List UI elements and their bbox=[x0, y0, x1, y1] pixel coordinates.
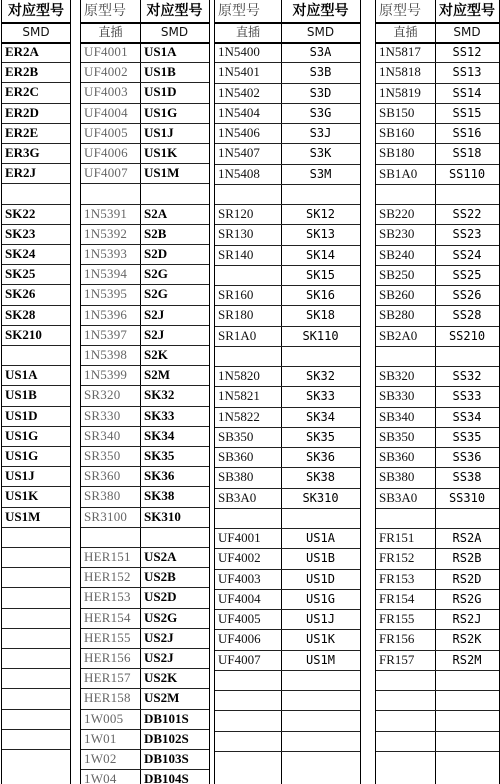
smd-part-cell: SK32 bbox=[306, 369, 335, 383]
original-part-cell: 1N5401 bbox=[218, 64, 260, 80]
smd-part-cell: US2G bbox=[144, 609, 178, 625]
part-number-cell: ER2D bbox=[5, 104, 39, 120]
smd-part-cell: SK38 bbox=[144, 488, 175, 504]
part-number-cell: ER2B bbox=[5, 64, 39, 80]
equivalent-model-header: 对应型号 bbox=[146, 3, 203, 19]
original-part-cell: SR120 bbox=[218, 206, 254, 221]
original-part-cell: SR350 bbox=[84, 448, 121, 463]
original-part-cell: 1N5398 bbox=[84, 347, 128, 362]
smd-part-cell: SS15 bbox=[452, 105, 482, 120]
empty-cell bbox=[2, 628, 70, 648]
original-model-header: 原型号 bbox=[84, 3, 126, 19]
smd-part-cell: US2D bbox=[144, 589, 177, 605]
original-part-cell: FR155 bbox=[379, 611, 415, 626]
smd-part-cell: S3K bbox=[309, 146, 332, 161]
original-part-cell: SR3100 bbox=[84, 508, 128, 524]
part-number-cell: SK28 bbox=[5, 306, 36, 322]
smd-part-cell: SK33 bbox=[306, 389, 335, 404]
empty-cell bbox=[2, 527, 70, 547]
smd-part-cell: US1M bbox=[144, 165, 180, 181]
smd-part-cell: US2K bbox=[144, 670, 178, 686]
part-number-cell: US1G bbox=[5, 427, 39, 443]
smd-part-cell: SS23 bbox=[452, 227, 482, 242]
smd-part-cell: SS33 bbox=[452, 389, 482, 404]
part-number-cell: SK22 bbox=[5, 205, 36, 221]
smd-part-cell: SS28 bbox=[452, 308, 482, 323]
smd-part-cell: US2J bbox=[144, 650, 174, 665]
empty-cell bbox=[281, 346, 360, 366]
through-hole-subheader: 直插 bbox=[235, 25, 260, 39]
smd-part-cell: SS24 bbox=[452, 247, 482, 262]
part-number-cell: US1A bbox=[5, 367, 38, 383]
original-part-cell: 1N5818 bbox=[379, 64, 421, 80]
smd-part-cell: SK36 bbox=[144, 468, 175, 484]
smd-part-cell: SS35 bbox=[452, 429, 482, 444]
smd-part-cell: SK34 bbox=[306, 409, 335, 424]
original-part-cell: SR180 bbox=[218, 307, 254, 323]
smd-subheader: SMD bbox=[453, 25, 481, 39]
empty-cell bbox=[435, 508, 499, 528]
smd-subheader: SMD bbox=[306, 25, 335, 39]
smd-part-cell: US1G bbox=[306, 591, 335, 606]
smd-part-cell: S3A bbox=[309, 45, 332, 59]
original-part-cell: 1N5404 bbox=[218, 104, 260, 120]
table-column-1 bbox=[1, 0, 71, 784]
smd-part-cell: DB101S bbox=[144, 710, 189, 726]
original-part-cell: HER153 bbox=[84, 589, 131, 605]
original-part-cell: SR380 bbox=[84, 488, 121, 504]
through-hole-subheader: 直插 bbox=[98, 25, 123, 39]
smd-part-cell: S2J bbox=[144, 306, 165, 322]
smd-part-cell: US1B bbox=[144, 64, 176, 80]
empty-cell bbox=[2, 648, 70, 668]
original-part-cell: FR156 bbox=[379, 631, 415, 647]
original-part-cell: 1N5394 bbox=[84, 266, 128, 282]
smd-part-cell: SS26 bbox=[452, 288, 482, 302]
original-part-cell: 1W04 bbox=[84, 771, 117, 784]
original-part-cell: SB330 bbox=[379, 388, 415, 404]
original-part-cell: SB2A0 bbox=[379, 327, 418, 343]
smd-part-cell: RS2A bbox=[452, 531, 482, 545]
smd-part-cell: RS2K bbox=[452, 632, 482, 647]
smd-part-cell: SK33 bbox=[144, 407, 175, 423]
original-part-cell: 1N5399 bbox=[84, 367, 128, 383]
part-number-cell: ER2C bbox=[5, 84, 39, 100]
original-part-cell: UF4001 bbox=[218, 530, 261, 545]
original-part-cell: UF4007 bbox=[218, 651, 261, 667]
original-part-cell: HER151 bbox=[84, 549, 131, 564]
original-part-cell: SB1A0 bbox=[379, 165, 418, 181]
empty-cell bbox=[435, 670, 499, 690]
original-part-cell: 1N5392 bbox=[84, 225, 128, 241]
empty-cell bbox=[2, 668, 70, 688]
empty-cell bbox=[2, 688, 70, 708]
original-part-cell: FR152 bbox=[379, 550, 415, 566]
original-part-cell: SR320 bbox=[84, 387, 121, 403]
original-part-cell: UF4007 bbox=[84, 165, 128, 181]
empty-cell bbox=[376, 710, 435, 730]
original-part-cell: UF4006 bbox=[84, 145, 128, 160]
original-part-cell: SB150 bbox=[379, 104, 415, 120]
part-number-cell: SK26 bbox=[5, 286, 36, 302]
smd-part-cell: US2M bbox=[144, 690, 180, 706]
smd-part-cell: SK18 bbox=[306, 308, 335, 323]
original-part-cell: UF4003 bbox=[218, 570, 261, 586]
original-part-cell: 1N5819 bbox=[379, 84, 421, 100]
original-part-cell: 1N5820 bbox=[218, 368, 260, 383]
smd-part-cell: S3D bbox=[309, 85, 332, 100]
table-column-3 bbox=[214, 0, 361, 784]
smd-part-cell: US2J bbox=[144, 629, 174, 645]
equivalent-model-header: 对应型号 bbox=[292, 3, 349, 19]
smd-part-cell: US1J bbox=[144, 124, 174, 140]
original-part-cell: 1W01 bbox=[84, 730, 117, 746]
empty-cell bbox=[2, 587, 70, 607]
original-part-cell: SB250 bbox=[379, 266, 415, 282]
table-column-4 bbox=[375, 0, 500, 784]
original-part-cell: SB220 bbox=[379, 206, 415, 221]
table-column-2 bbox=[80, 0, 210, 784]
original-part-cell: SB240 bbox=[379, 246, 415, 262]
original-model-header: 原型号 bbox=[218, 3, 260, 19]
original-part-cell: HER152 bbox=[84, 569, 131, 585]
original-part-cell: FR151 bbox=[379, 530, 415, 545]
smd-part-cell: SS34 bbox=[452, 409, 482, 424]
smd-part-cell: SK35 bbox=[144, 448, 175, 463]
original-part-cell: SB350 bbox=[379, 428, 415, 444]
smd-part-cell: SK110 bbox=[302, 328, 339, 343]
smd-part-cell: S2D bbox=[144, 246, 168, 261]
smd-part-cell: US1D bbox=[306, 571, 335, 586]
smd-part-cell: S3M bbox=[309, 166, 332, 181]
smd-part-cell: S3G bbox=[309, 105, 332, 120]
smd-part-cell: SS18 bbox=[452, 146, 482, 161]
original-part-cell: SB260 bbox=[379, 287, 415, 302]
original-part-cell: HER154 bbox=[84, 609, 131, 625]
smd-part-cell: SK15 bbox=[306, 267, 335, 282]
original-part-cell: SB340 bbox=[379, 408, 415, 424]
original-part-cell: 1N5408 bbox=[218, 165, 260, 181]
smd-part-cell: SS25 bbox=[452, 267, 482, 282]
original-part-cell: SB380 bbox=[218, 469, 254, 485]
equivalent-model-header: 对应型号 bbox=[439, 3, 495, 19]
original-part-cell: 1N5406 bbox=[218, 125, 260, 140]
empty-cell bbox=[281, 731, 360, 751]
original-part-cell: UF4002 bbox=[84, 64, 128, 80]
smd-part-cell: US2A bbox=[144, 549, 177, 564]
smd-part-cell: US1J bbox=[306, 612, 335, 626]
empty-cell bbox=[435, 731, 499, 751]
smd-part-cell: SK38 bbox=[306, 470, 335, 485]
smd-part-cell: SS14 bbox=[452, 85, 482, 100]
smd-part-cell: S2G bbox=[144, 286, 168, 302]
smd-part-cell: SK16 bbox=[306, 288, 335, 302]
part-number-cell: ER2J bbox=[5, 165, 37, 181]
original-part-cell: 1W005 bbox=[84, 710, 124, 726]
part-number-cell: SK24 bbox=[5, 246, 36, 261]
part-number-cell: ER2A bbox=[5, 44, 39, 59]
original-part-cell: SR160 bbox=[218, 287, 254, 302]
empty-cell bbox=[2, 547, 70, 567]
original-part-cell: SB380 bbox=[379, 469, 415, 485]
original-part-cell: SR340 bbox=[84, 427, 121, 443]
smd-part-cell: RS2G bbox=[452, 591, 482, 606]
original-part-cell: SB360 bbox=[379, 449, 415, 464]
empty-cell bbox=[435, 184, 499, 204]
smd-part-cell: S2J bbox=[144, 326, 165, 342]
part-number-cell: US1G bbox=[5, 448, 39, 463]
smd-part-cell: SK35 bbox=[306, 429, 335, 444]
original-part-cell: HER155 bbox=[84, 629, 131, 645]
smd-part-cell: SS38 bbox=[452, 470, 482, 485]
part-number-cell: SK210 bbox=[5, 326, 42, 342]
empty-cell bbox=[215, 508, 281, 528]
smd-part-cell: SS210 bbox=[448, 328, 486, 343]
original-part-cell: UF4002 bbox=[218, 550, 261, 566]
empty-cell bbox=[2, 709, 70, 729]
smd-part-cell: S2M bbox=[144, 367, 170, 383]
original-part-cell: 1W02 bbox=[84, 751, 117, 766]
empty-cell bbox=[376, 346, 435, 366]
original-part-cell: SR330 bbox=[84, 407, 121, 423]
smd-part-cell: S3J bbox=[309, 126, 332, 140]
part-number-cell: ER2E bbox=[5, 124, 39, 140]
row-divider bbox=[2, 749, 70, 750]
smd-part-cell: US1D bbox=[144, 84, 177, 100]
smd-subheader: SMD bbox=[160, 25, 189, 39]
smd-part-cell: SK310 bbox=[302, 490, 339, 505]
empty-cell bbox=[281, 184, 360, 204]
original-part-cell: UF4004 bbox=[218, 590, 261, 606]
part-number-cell: US1B bbox=[5, 387, 37, 403]
original-part-cell: UF4001 bbox=[84, 44, 128, 59]
part-number-cell: US1J bbox=[5, 468, 35, 484]
smd-part-cell: S2A bbox=[144, 205, 168, 221]
smd-part-cell: US1A bbox=[144, 44, 177, 59]
smd-part-cell: US1B bbox=[306, 551, 335, 566]
smd-part-cell: SK12 bbox=[306, 207, 335, 221]
empty-cell bbox=[376, 508, 435, 528]
smd-part-cell: SS110 bbox=[448, 166, 486, 181]
original-part-cell: SB3A0 bbox=[218, 489, 257, 505]
original-part-cell: 1N5395 bbox=[84, 286, 128, 302]
original-part-cell: 1N5397 bbox=[84, 326, 128, 342]
empty-cell bbox=[140, 527, 209, 547]
empty-cell bbox=[281, 670, 360, 690]
original-part-cell: SR360 bbox=[84, 468, 121, 484]
smd-part-cell: SK310 bbox=[144, 508, 181, 524]
smd-part-cell: SK32 bbox=[144, 387, 175, 403]
original-part-cell: 1N5391 bbox=[84, 205, 128, 221]
original-part-cell: UF4006 bbox=[218, 631, 261, 647]
original-part-cell: HER157 bbox=[84, 670, 131, 686]
original-part-cell: HER158 bbox=[84, 690, 131, 706]
part-number-cell: SK25 bbox=[5, 266, 36, 282]
original-part-cell: 1N5817 bbox=[379, 44, 421, 59]
empty-cell bbox=[2, 729, 70, 749]
original-part-cell: 1N5822 bbox=[218, 408, 260, 424]
smd-part-cell: SS16 bbox=[452, 126, 482, 140]
empty-cell bbox=[281, 690, 360, 710]
original-part-cell: HER156 bbox=[84, 650, 131, 665]
empty-cell bbox=[81, 183, 140, 203]
empty-cell bbox=[215, 690, 281, 710]
empty-cell bbox=[81, 527, 140, 547]
smd-part-cell: DB104S bbox=[144, 771, 189, 784]
original-part-cell: UF4004 bbox=[84, 104, 128, 120]
part-number-cell: US1D bbox=[5, 407, 38, 423]
original-part-cell: 1N5821 bbox=[218, 388, 260, 404]
empty-cell bbox=[215, 710, 281, 730]
column-header: 对应型号 bbox=[8, 3, 64, 19]
smd-part-cell: RS2M bbox=[452, 652, 482, 667]
smd-part-cell: RS2D bbox=[452, 571, 482, 586]
original-part-cell: SB320 bbox=[379, 368, 415, 383]
smd-part-cell: S3B bbox=[309, 65, 332, 80]
smd-part-cell: US1K bbox=[144, 145, 178, 160]
smd-part-cell: US1G bbox=[144, 104, 178, 120]
empty-cell bbox=[435, 346, 499, 366]
empty-cell bbox=[215, 346, 281, 366]
smd-part-cell: DB103S bbox=[144, 751, 189, 766]
smd-part-cell: US1A bbox=[306, 531, 335, 545]
smd-part-cell: S2K bbox=[144, 347, 168, 362]
empty-cell bbox=[215, 731, 281, 751]
original-part-cell: SR140 bbox=[218, 246, 254, 262]
empty-cell bbox=[215, 265, 281, 285]
original-part-cell: FR157 bbox=[379, 651, 415, 667]
part-number-cell: ER3G bbox=[5, 145, 40, 160]
original-part-cell: 1N5396 bbox=[84, 306, 128, 322]
row-divider bbox=[376, 751, 499, 752]
smd-part-cell: SS32 bbox=[452, 369, 482, 383]
row-divider bbox=[215, 751, 360, 752]
original-part-cell: 1N5402 bbox=[218, 84, 260, 100]
empty-cell bbox=[376, 184, 435, 204]
original-part-cell: 1N5400 bbox=[218, 44, 260, 59]
empty-cell bbox=[376, 731, 435, 751]
smd-part-cell: US1K bbox=[306, 632, 335, 647]
empty-cell bbox=[215, 184, 281, 204]
empty-cell bbox=[435, 690, 499, 710]
smd-part-cell: SK36 bbox=[306, 450, 335, 464]
original-model-header: 原型号 bbox=[379, 3, 421, 19]
column-subheader: SMD bbox=[22, 25, 50, 39]
empty-cell bbox=[140, 183, 209, 203]
original-part-cell: SB3A0 bbox=[379, 489, 418, 505]
original-part-cell: 1N5407 bbox=[218, 145, 260, 161]
smd-part-cell: SS22 bbox=[452, 207, 482, 221]
smd-part-cell: US2B bbox=[144, 569, 176, 585]
empty-cell bbox=[435, 710, 499, 730]
original-part-cell: SB230 bbox=[379, 226, 415, 242]
part-number-cell: SK23 bbox=[5, 225, 36, 241]
smd-part-cell: SK14 bbox=[306, 247, 335, 262]
empty-cell bbox=[2, 567, 70, 587]
smd-part-cell: US1M bbox=[306, 652, 335, 667]
smd-part-cell: RS2B bbox=[452, 551, 482, 566]
smd-part-cell: SS12 bbox=[452, 45, 482, 59]
original-part-cell: UF4003 bbox=[84, 84, 128, 100]
smd-part-cell: SK34 bbox=[144, 427, 175, 443]
original-part-cell: SB280 bbox=[379, 307, 415, 323]
smd-part-cell: RS2J bbox=[452, 612, 482, 626]
empty-cell bbox=[215, 670, 281, 690]
empty-cell bbox=[376, 670, 435, 690]
smd-part-cell: DB102S bbox=[144, 730, 189, 746]
smd-part-cell: SS36 bbox=[452, 450, 482, 464]
part-number-cell: US1M bbox=[5, 508, 41, 524]
original-part-cell: UF4005 bbox=[84, 124, 128, 140]
smd-part-cell: S2G bbox=[144, 266, 168, 282]
smd-part-cell: SS310 bbox=[448, 490, 486, 505]
original-part-cell: SB360 bbox=[218, 449, 254, 464]
part-number-cell: US1K bbox=[5, 488, 39, 504]
empty-cell bbox=[2, 608, 70, 628]
original-part-cell: FR153 bbox=[379, 570, 415, 586]
smd-part-cell: SS13 bbox=[452, 65, 482, 80]
empty-cell bbox=[376, 690, 435, 710]
original-part-cell: SB160 bbox=[379, 125, 415, 140]
smd-part-cell: SK13 bbox=[306, 227, 335, 242]
empty-cell bbox=[2, 183, 70, 203]
original-part-cell: 1N5393 bbox=[84, 246, 128, 261]
original-part-cell: SR1A0 bbox=[218, 327, 257, 343]
empty-cell bbox=[2, 345, 70, 365]
original-part-cell: SB180 bbox=[379, 145, 415, 161]
original-part-cell: SR130 bbox=[218, 226, 254, 242]
original-part-cell: FR154 bbox=[379, 590, 415, 606]
original-part-cell: SB350 bbox=[218, 428, 254, 444]
smd-part-cell: S2B bbox=[144, 225, 167, 241]
empty-cell bbox=[281, 508, 360, 528]
empty-cell bbox=[281, 710, 360, 730]
through-hole-subheader: 直插 bbox=[393, 25, 418, 39]
original-part-cell: UF4005 bbox=[218, 611, 261, 626]
